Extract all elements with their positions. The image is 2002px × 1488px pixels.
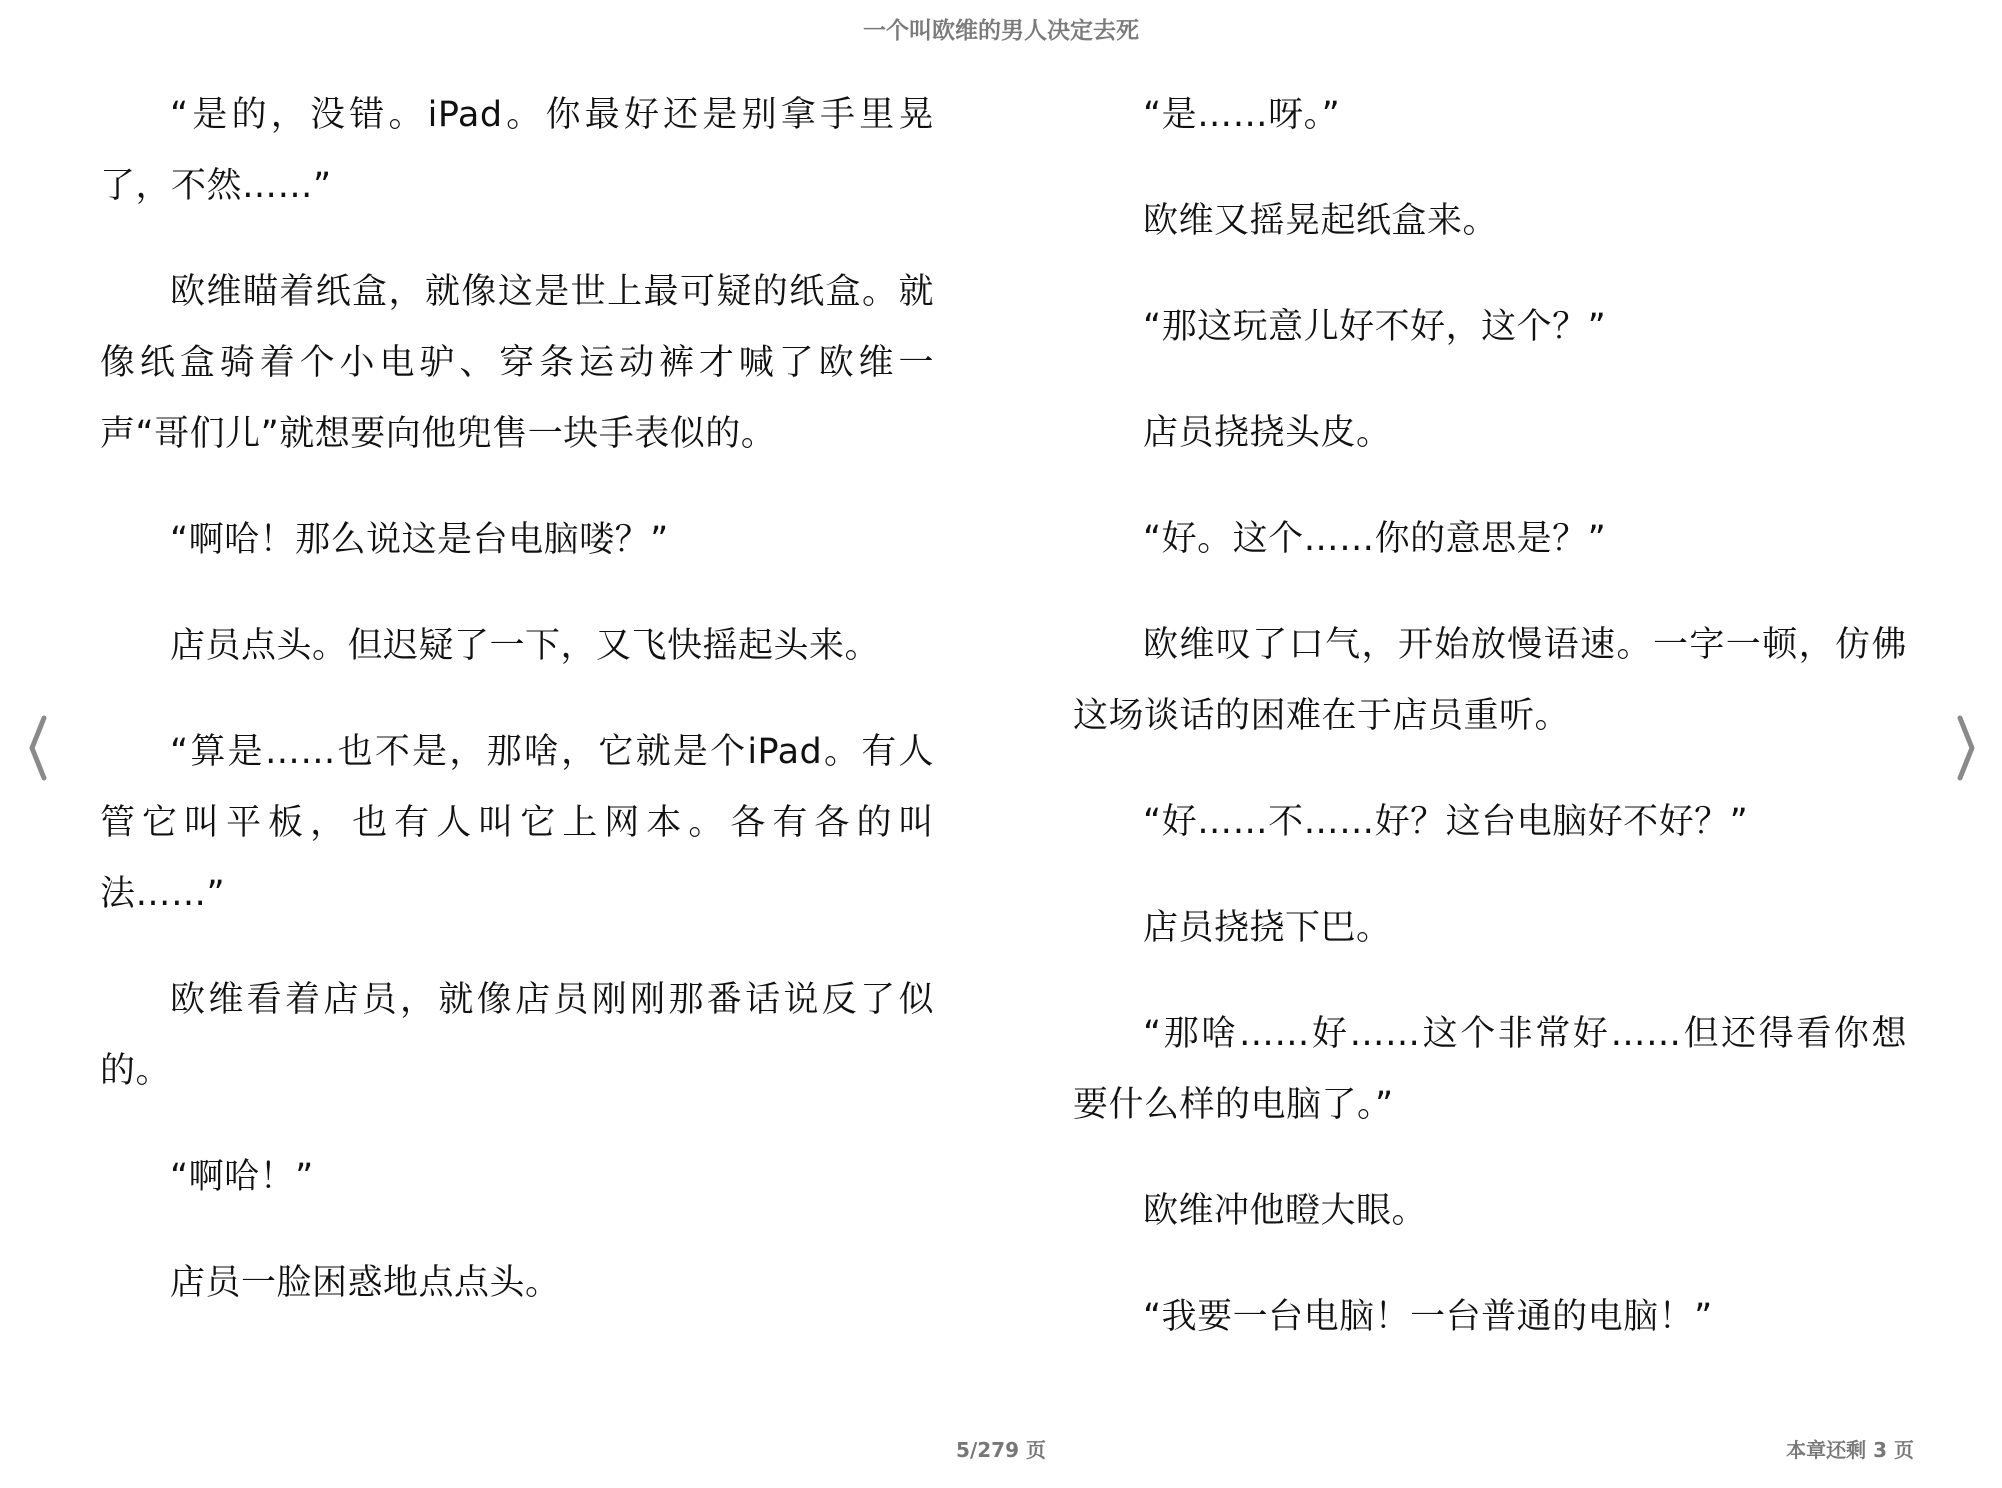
paragraph: 欧维冲他瞪大眼。	[1143, 1191, 1428, 1231]
chevron-left-icon	[22, 712, 52, 784]
paragraph: “那啥……好……这个非常好……但还得看你想要什么样的电脑了。”	[1073, 1014, 1907, 1125]
previous-page-button[interactable]	[22, 712, 52, 784]
paragraph: “是……呀。”	[1143, 95, 1341, 135]
book-title: 一个叫欧维的男人决定去死	[863, 18, 1139, 44]
paragraph: 欧维又摇晃起纸盒来。	[1143, 201, 1499, 241]
paragraph: 欧维看着店员，就像店员刚刚那番话说反了似的。	[100, 980, 934, 1091]
next-page-button[interactable]	[1952, 712, 1982, 784]
paragraph: “好……不……好？这台电脑好不好？”	[1143, 802, 1749, 842]
paragraph: 欧维叹了口气，开始放慢语速。一字一顿，仿佛这场谈话的困难在于店员重听。	[1073, 625, 1907, 736]
paragraph: 店员点头。但迟疑了一下，又飞快摇起头来。	[170, 626, 881, 666]
page-indicator: 5/279 页	[956, 1438, 1046, 1462]
paragraph: 店员挠挠头皮。	[1143, 413, 1392, 453]
paragraph: 店员一脸困惑地点点头。	[170, 1263, 561, 1303]
paragraph: “啊哈！那么说这是台电脑喽？”	[170, 520, 669, 560]
paragraph: “那这玩意儿好不好，这个？”	[1143, 307, 1607, 347]
paragraph: “好。这个……你的意思是？”	[1143, 519, 1607, 559]
left-page-column	[100, 80, 934, 1354]
paragraph: “我要一台电脑！一台普通的电脑！”	[1143, 1297, 1713, 1337]
right-page-column	[1073, 80, 1907, 1388]
paragraph: 欧维瞄着纸盒，就像这是世上最可疑的纸盒。就像纸盒骑着个小电驴、穿条运动裤才喊了欧维一声“哥们儿”就想要向他兜售一块手表似的。	[100, 272, 934, 454]
chapter-remaining-pages: 本章还剩 3 页	[1786, 1438, 1914, 1462]
paragraph: “是的，没错。iPad。你最好还是别拿手里晃了，不然……”	[100, 95, 934, 206]
chevron-right-icon	[1952, 712, 1982, 784]
paragraph: 店员挠挠下巴。	[1143, 908, 1392, 948]
paragraph: “啊哈！”	[170, 1157, 314, 1197]
paragraph: “算是……也不是，那啥，它就是个iPad。有人管它叫平板，也有人叫它上网本。各有各的叫法……”	[100, 732, 934, 914]
